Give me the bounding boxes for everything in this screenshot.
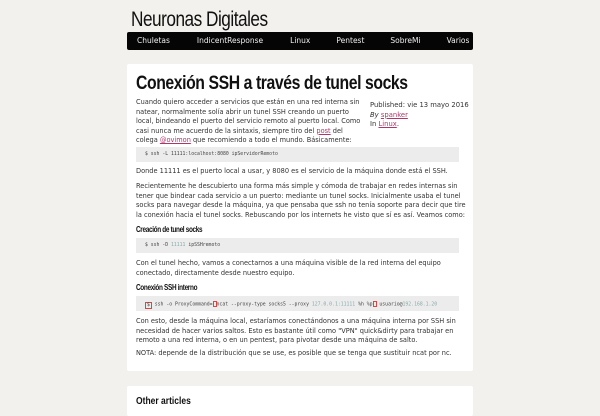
nav-item-chuletas[interactable]: Chuletas: [137, 35, 170, 45]
nav-item-pentest[interactable]: Pentest: [336, 35, 365, 45]
author-link[interactable]: spanker: [380, 110, 408, 119]
nav-item-sobremi[interactable]: SobreMi: [390, 35, 421, 45]
code3-part3: ncat --proxy-type socks5 --proxy: [216, 302, 312, 308]
category-link[interactable]: Linux: [378, 120, 397, 129]
article-card: [127, 64, 473, 371]
intro-text-end: que recomiendo a todo el mundo. Básicamente:: [190, 136, 352, 145]
paragraph-4: Con el tunel hecho, vamos a conectarnos a una máquina visible de la red interna del equipo conectado, directamente desde nuestro equipo.: [136, 259, 441, 277]
code-block-1: $ ssh -L 11111:localhost:8080 ipServidorRemoto: [136, 147, 459, 162]
paragraph-5: Con esto, desde la máquina local, estaríamos conectándonos a una máquina interna por SSH sin necesidad de hacer varios saltos. Esto es bastante útil como "VPN" quick&dirty para trabajar en remoto a una red interna, o en un pentest, para pivotar desde una máquina de salto.: [136, 317, 456, 345]
code3-proxy: 127.0.0.1:11111: [311, 302, 356, 308]
author-handle-link[interactable]: @ovimon: [159, 136, 191, 145]
other-articles-card: [127, 386, 473, 416]
nav-item-linux[interactable]: Linux: [290, 35, 311, 45]
heading-ssh-interno: Conexión SSH interno: [136, 283, 198, 292]
code3-host: 192.168.1.20: [402, 302, 438, 308]
intro-paragraph: [136, 98, 362, 146]
in-label: In: [370, 120, 377, 129]
site-title[interactable]: Neuronas Digitales: [131, 8, 268, 31]
post-title[interactable]: Conexión SSH a través de tunel socks: [136, 73, 408, 94]
post-link[interactable]: post: [316, 126, 331, 135]
post-meta: [370, 101, 469, 130]
code2-port: 11111: [171, 243, 186, 248]
paragraph-2: Donde 11111 es el puerto local a usar, y 8080 es el servicio de la máquina donde está el SSH.: [136, 167, 448, 175]
code2-suffix: ipSSHremoto: [185, 243, 221, 248]
code2-prefix: $ ssh -D: [145, 243, 171, 248]
paragraph-3: Recientemente he descubierto una forma más simple y cómoda de trabajar en redes internas sin tener que bindear cada servicio a un puerto: mediante un tunel socks. Inicialmente usaba el tunel socks para navegar desde la máquina, ya que pensaba que ssh no tenía soporte para decir que tire la conexión hacia el tunel socks. Rebuscando por los internets he visto que sí es así. Veamos como:: [136, 182, 466, 219]
code3-part4: %h %p: [355, 302, 373, 308]
paragraph-6: NOTA: depende de la distribución que se use, es posible que se tenga que sustituir ncat por nc.: [136, 349, 452, 357]
nav-item-varios[interactable]: Varios: [446, 35, 470, 45]
nav-item-indicentresponse[interactable]: IndicentResponse: [196, 35, 264, 45]
published-date: vie 13 mayo 2016: [407, 101, 469, 109]
code3-prompt: $: [147, 302, 150, 308]
category-suffix: .: [396, 120, 399, 129]
main-nav: [127, 32, 473, 50]
code-block-2: [136, 238, 459, 253]
by-label: By: [370, 110, 379, 119]
intro-text-middle: del colega: [136, 126, 343, 145]
heading-tunel-socks: Creación de tunel socks: [136, 225, 203, 234]
code3-part5: usuario@: [376, 302, 403, 308]
code3-part2: ssh -o ProxyCommand=: [151, 302, 213, 308]
code-block-3: [136, 296, 459, 311]
other-articles-title: Other articles: [136, 396, 191, 407]
published-label: Published:: [370, 101, 406, 109]
intro-text: Cuando quiero acceder a servicios que están en una red interna sin natear, normalmente solía abrir un tunel SSH creando un puerto local, bindeando el puerto del servicio remoto al puerto local. Como casi nunca me acuerdo de la sintaxis, siempre tiro del: [136, 98, 361, 135]
